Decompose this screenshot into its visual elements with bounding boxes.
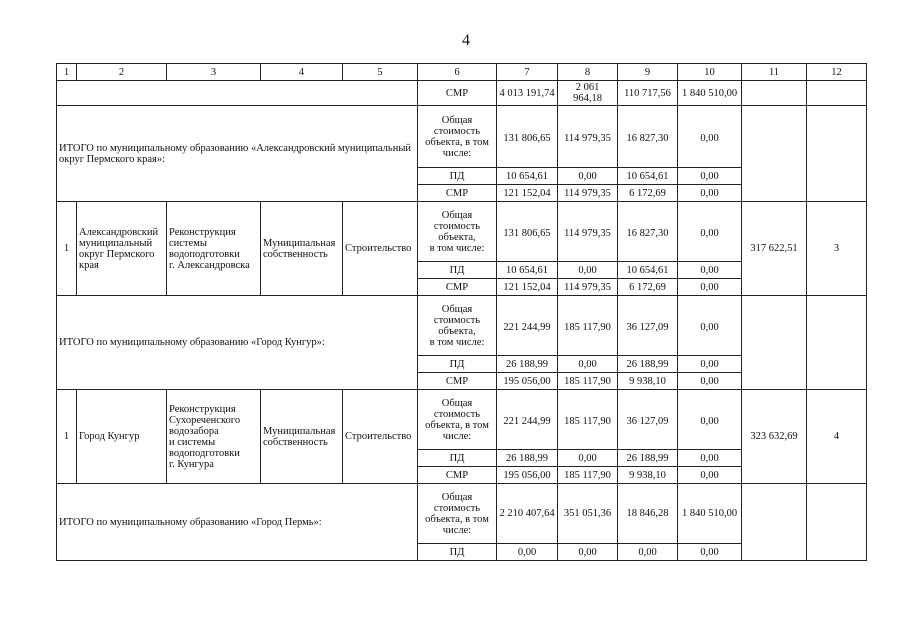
table-row <box>57 106 867 168</box>
work-type-cell: Строительство <box>343 202 418 296</box>
value-cell: 10 654,61 <box>497 168 558 185</box>
value-cell: 2 061 964,18 <box>558 81 618 106</box>
value-cell: 0,00 <box>558 544 618 561</box>
header-cell: 3 <box>167 64 261 81</box>
value-cell: 0,00 <box>558 262 618 279</box>
value-cell: 0,00 <box>678 279 742 296</box>
value-cell: 2 210 407,64 <box>497 484 558 544</box>
value-cell: 0,00 <box>678 185 742 202</box>
ownership-cell: Муниципальная собственность <box>261 390 343 484</box>
row-type-label: ПД <box>418 356 497 373</box>
value-cell: 110 717,56 <box>618 81 678 106</box>
value-cell: 0,00 <box>678 202 742 262</box>
row-type-label: СМР <box>418 185 497 202</box>
total-title: ИТОГО по муниципальному образованию «Город Пермь»: <box>57 484 418 561</box>
value-cell: 351 051,36 <box>558 484 618 544</box>
value-cell: 221 244,99 <box>497 390 558 450</box>
value-cell: 36 127,09 <box>618 296 678 356</box>
value-cell: 0,00 <box>558 356 618 373</box>
value-cell: 317 622,51 <box>742 202 807 296</box>
value-cell: 0,00 <box>497 544 558 561</box>
header-cell: 11 <box>742 64 807 81</box>
table-row <box>57 81 867 106</box>
row-type-label: СМР <box>418 279 497 296</box>
value-cell: 0,00 <box>678 373 742 390</box>
value-cell: 0,00 <box>678 356 742 373</box>
header-row <box>57 64 867 81</box>
row-type-label: Общая стоимость объекта, в том числе: <box>418 106 497 168</box>
item-number: 1 <box>57 202 77 296</box>
value-cell: 114 979,35 <box>558 106 618 168</box>
value-cell: 185 117,90 <box>558 373 618 390</box>
header-cell: 9 <box>618 64 678 81</box>
value-cell: 121 152,04 <box>497 185 558 202</box>
value-cell: 0,00 <box>678 168 742 185</box>
municipality-cell: Александровский муниципальный округ Пермского края <box>77 202 167 296</box>
value-cell: 1 840 510,00 <box>678 484 742 544</box>
value-cell: 18 846,28 <box>618 484 678 544</box>
object-cell: Реконструкция системы водоподготовки г. Александровска <box>167 202 261 296</box>
value-cell: 114 979,35 <box>558 185 618 202</box>
row-type-label: ПД <box>418 168 497 185</box>
value-cell: 0,00 <box>678 106 742 168</box>
value-cell: 9 938,10 <box>618 373 678 390</box>
value-cell: 131 806,65 <box>497 202 558 262</box>
value-cell: 6 172,69 <box>618 279 678 296</box>
value-cell: 195 056,00 <box>497 467 558 484</box>
value-cell: 26 188,99 <box>497 356 558 373</box>
value-cell: 4 <box>807 390 867 484</box>
item-number: 1 <box>57 390 77 484</box>
table-row <box>57 390 867 450</box>
value-cell: 0,00 <box>558 168 618 185</box>
value-cell: 0,00 <box>678 262 742 279</box>
value-cell: 26 188,99 <box>618 450 678 467</box>
work-type-cell: Строительство <box>343 390 418 484</box>
value-cell: 114 979,35 <box>558 202 618 262</box>
page-number: 4 <box>462 32 470 49</box>
value-cell: 114 979,35 <box>558 279 618 296</box>
value-cell: 26 188,99 <box>618 356 678 373</box>
value-cell: 121 152,04 <box>497 279 558 296</box>
header-cell: 7 <box>497 64 558 81</box>
value-cell: 10 654,61 <box>618 168 678 185</box>
ownership-cell: Муниципальная собственность <box>261 202 343 296</box>
total-title: ИТОГО по муниципальному образованию «Александровский муниципальный округ Пермского края»: <box>57 106 418 202</box>
value-cell: 221 244,99 <box>497 296 558 356</box>
municipality-cell: Город Кунгур <box>77 390 167 484</box>
value-cell: 131 806,65 <box>497 106 558 168</box>
header-cell: 5 <box>343 64 418 81</box>
object-cell: Реконструкция Сухореченского водозабора и системы водоподготовки г. Кунгура <box>167 390 261 484</box>
row-type-label: Общая стоимость объекта, в том числе: <box>418 390 497 450</box>
value-cell: 6 172,69 <box>618 185 678 202</box>
value-cell: 3 <box>807 202 867 296</box>
header-cell: 6 <box>418 64 497 81</box>
value-cell: 0,00 <box>678 544 742 561</box>
value-cell: 26 188,99 <box>497 450 558 467</box>
row-type-label: Общая стоимость объекта, в том числе: <box>418 202 497 262</box>
row-type-label: Общая стоимость объекта, в том числе: <box>418 484 497 544</box>
value-cell: 36 127,09 <box>618 390 678 450</box>
table-row <box>57 202 867 262</box>
row-type-label: Общая стоимость объекта, в том числе: <box>418 296 497 356</box>
table-row <box>57 484 867 544</box>
header-cell: 12 <box>807 64 867 81</box>
value-cell: 323 632,69 <box>742 390 807 484</box>
value-cell: 195 056,00 <box>497 373 558 390</box>
row-type-label: ПД <box>418 450 497 467</box>
value-cell: 0,00 <box>678 467 742 484</box>
value-cell: 185 117,90 <box>558 467 618 484</box>
value-cell: 10 654,61 <box>618 262 678 279</box>
row-type-label: ПД <box>418 544 497 561</box>
value-cell: 0,00 <box>678 450 742 467</box>
value-cell: 0,00 <box>678 296 742 356</box>
header-cell: 1 <box>57 64 77 81</box>
header-cell: 2 <box>77 64 167 81</box>
table-row <box>57 296 867 356</box>
value-cell: 185 117,90 <box>558 296 618 356</box>
value-cell: 9 938,10 <box>618 467 678 484</box>
value-cell: 0,00 <box>558 450 618 467</box>
value-cell: 4 013 191,74 <box>497 81 558 106</box>
value-cell: 0,00 <box>618 544 678 561</box>
row-type-label: ПД <box>418 262 497 279</box>
header-cell: 8 <box>558 64 618 81</box>
header-cell: 10 <box>678 64 742 81</box>
value-cell: 16 827,30 <box>618 202 678 262</box>
value-cell: 16 827,30 <box>618 106 678 168</box>
row-type-label: СМР <box>418 81 497 106</box>
header-cell: 4 <box>261 64 343 81</box>
row-type-label: СМР <box>418 467 497 484</box>
value-cell: 0,00 <box>678 390 742 450</box>
total-title: ИТОГО по муниципальному образованию «Город Кунгур»: <box>57 296 418 390</box>
value-cell: 185 117,90 <box>558 390 618 450</box>
row-type-label: СМР <box>418 373 497 390</box>
value-cell: 10 654,61 <box>497 262 558 279</box>
value-cell: 1 840 510,00 <box>678 81 742 106</box>
investment-table <box>56 63 867 561</box>
